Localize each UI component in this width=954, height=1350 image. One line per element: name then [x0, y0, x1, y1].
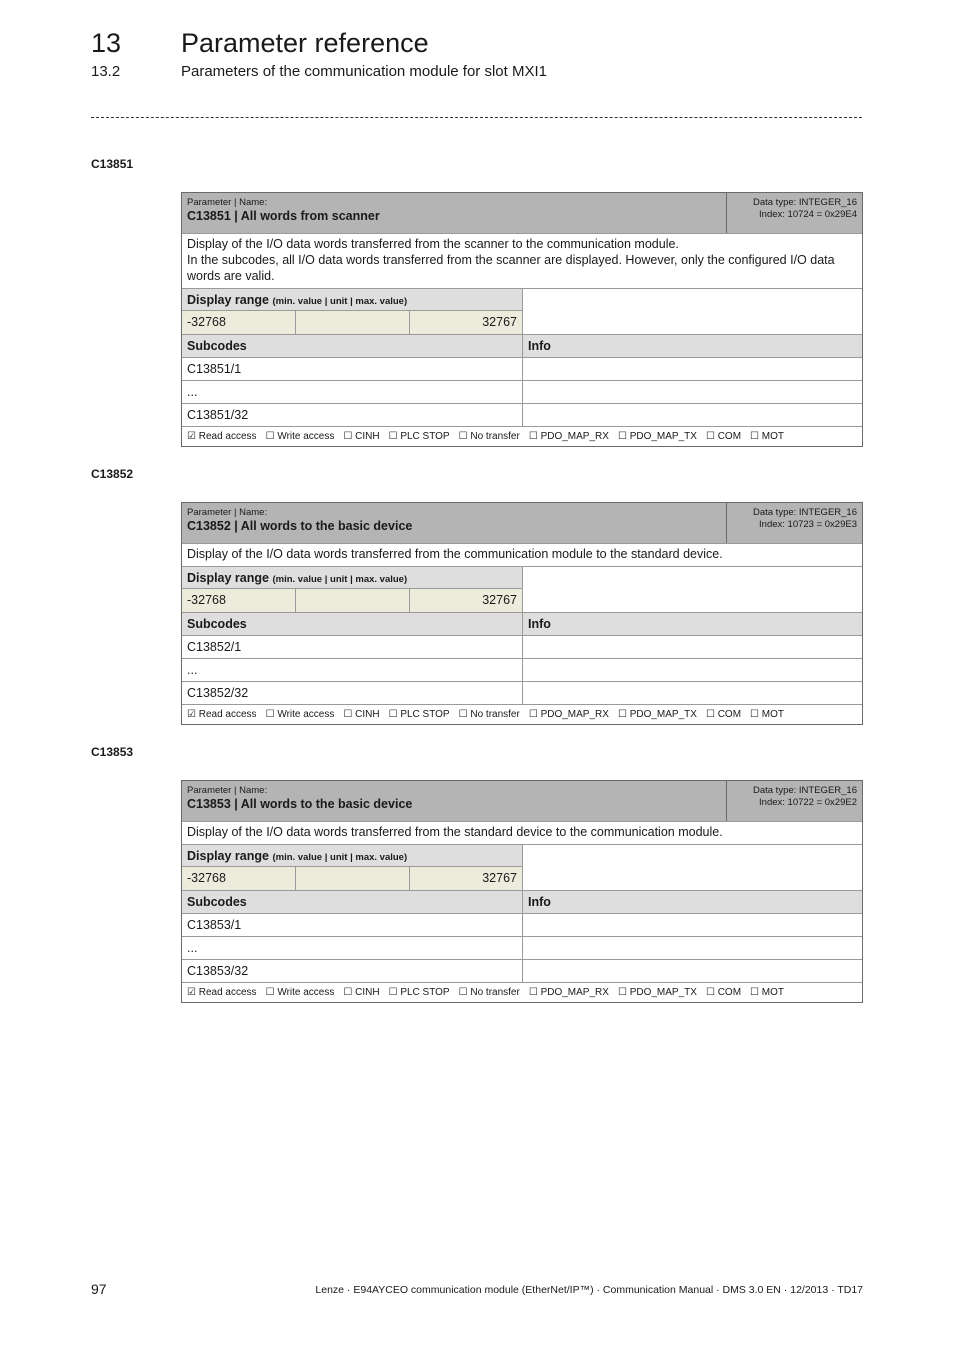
subcode-cell: C13851/32: [182, 404, 523, 426]
display-range-label: Display range: [187, 571, 269, 585]
access-flag: [750, 427, 784, 446]
display-range-hint: (min. value | unit | max. value): [272, 852, 408, 863]
info-cell: [523, 659, 862, 681]
access-flag: [343, 427, 379, 446]
access-flag: [750, 705, 784, 724]
access-flag: [266, 983, 335, 1002]
parameter-table: [181, 192, 863, 447]
subcode-row: [182, 681, 862, 704]
checkbox-empty-icon: ☐: [343, 431, 353, 442]
access-flag-label: COM: [717, 987, 742, 998]
info-cell: [523, 381, 862, 403]
info-cell: [523, 960, 862, 982]
checkbox-empty-icon: ☐: [617, 709, 627, 720]
access-flag-label: PLC STOP: [400, 431, 450, 442]
checkbox-empty-icon: ☐: [265, 431, 275, 442]
access-flag: [706, 427, 741, 446]
subcodes-label: Subcodes: [182, 891, 523, 913]
access-flag-label: CINH: [355, 431, 380, 442]
page-number: 97: [91, 1281, 107, 1297]
subcode-row: [182, 357, 862, 380]
access-flag: [618, 427, 697, 446]
range-max: 32767: [482, 871, 517, 885]
access-flag: [389, 983, 450, 1002]
checkbox-empty-icon: ☐: [458, 431, 468, 442]
access-flag: [459, 983, 520, 1002]
parameter-index: Index: 10724 = 0x29E4: [759, 209, 857, 220]
range-min: -32768: [182, 311, 296, 334]
access-flags: [182, 426, 862, 446]
access-flag: [618, 983, 697, 1002]
access-flags: [182, 704, 862, 724]
checkbox-checked-icon: ☑: [187, 709, 196, 720]
checkbox-empty-icon: ☐: [265, 987, 275, 998]
subcodes-header: [182, 334, 862, 357]
checkbox-empty-icon: ☐: [705, 709, 715, 720]
subcode-cell: C13853/1: [182, 914, 523, 936]
parameter-label: Parameter | Name:: [187, 507, 268, 518]
access-flag-label: MOT: [761, 431, 784, 442]
checkbox-empty-icon: ☐: [705, 431, 715, 442]
access-flag: [187, 427, 257, 446]
parameter-description: [182, 233, 862, 288]
parameter-description: [182, 821, 862, 844]
access-flag-label: PDO_MAP_TX: [629, 431, 697, 442]
access-flag: [343, 983, 379, 1002]
display-range-hint: (min. value | unit | max. value): [272, 296, 408, 307]
checkbox-empty-icon: ☐: [617, 987, 627, 998]
access-flag-label: PDO_MAP_RX: [540, 987, 609, 998]
checkbox-empty-icon: ☐: [705, 987, 715, 998]
access-flag-label: No transfer: [470, 431, 520, 442]
checkbox-empty-icon: ☐: [750, 431, 759, 442]
access-flag: [343, 705, 379, 724]
parameter-description: [182, 543, 862, 566]
access-flag-label: COM: [717, 709, 742, 720]
description-line: Display of the I/O data words transferred from the communication module to the standard device.: [187, 547, 723, 561]
checkbox-empty-icon: ☐: [458, 987, 468, 998]
checkbox-empty-icon: ☐: [528, 709, 538, 720]
subcode-cell: ...: [182, 381, 523, 403]
checkbox-empty-icon: ☐: [388, 709, 398, 720]
access-flag-label: Write access: [277, 987, 335, 998]
access-flag-label: PDO_MAP_RX: [540, 709, 609, 720]
access-flag: [266, 427, 335, 446]
parameter-heading: C13852: [91, 467, 134, 481]
subcode-row: [182, 936, 862, 959]
access-flag-label: No transfer: [470, 987, 520, 998]
access-flag: [389, 427, 450, 446]
subcode-cell: C13853/32: [182, 960, 523, 982]
access-flag: [459, 427, 520, 446]
access-flag: [266, 705, 335, 724]
chapter-title: Parameter reference: [181, 28, 429, 58]
data-type: Data type: INTEGER_16: [752, 197, 857, 208]
access-flag-label: COM: [717, 431, 742, 442]
access-flag: [706, 983, 741, 1002]
range-min: -32768: [182, 867, 296, 890]
subcode-row: [182, 959, 862, 982]
checkbox-empty-icon: ☐: [750, 709, 759, 720]
display-range-label: Display range: [187, 849, 269, 863]
info-cell: [523, 358, 862, 380]
subcode-cell: ...: [182, 659, 523, 681]
subcodes-header: [182, 890, 862, 913]
checkbox-empty-icon: ☐: [343, 987, 353, 998]
access-flag-label: MOT: [761, 709, 784, 720]
chapter-number: 13: [91, 28, 122, 58]
access-flag: [706, 705, 741, 724]
parameter-heading: C13851: [91, 157, 134, 171]
subcode-row: [182, 658, 862, 681]
access-flag: [187, 705, 257, 724]
data-type: Data type: INTEGER_16: [752, 507, 857, 518]
checkbox-checked-icon: ☑: [187, 987, 196, 998]
checkbox-empty-icon: ☐: [388, 431, 398, 442]
parameter-index: Index: 10722 = 0x29E2: [759, 797, 857, 808]
access-flag: [529, 705, 609, 724]
subcode-row: [182, 380, 862, 403]
parameter-header: [182, 193, 862, 233]
section-number: 13.2: [91, 63, 121, 80]
info-cell: [523, 404, 862, 426]
parameter-name: C13851 | All words from scanner: [187, 209, 380, 223]
access-flag: [529, 983, 609, 1002]
parameter-label: Parameter | Name:: [187, 785, 268, 796]
subcode-cell: C13851/1: [182, 358, 523, 380]
description-line: In the subcodes, all I/O data words transferred from the scanner are displayed. However, only the configured I/O data words are valid.: [187, 253, 835, 283]
footer-text: Lenze · E94AYCEO communication module (EtherNet/IP™) · Communication Manual · DMS 3.0 EN · 12/2013 · TD17: [315, 1284, 863, 1296]
subcodes-label: Subcodes: [182, 613, 523, 635]
subcodes-label: Subcodes: [182, 335, 523, 357]
access-flag-label: CINH: [355, 709, 380, 720]
range-max: 32767: [482, 593, 517, 607]
access-flag-label: No transfer: [470, 709, 520, 720]
info-cell: [523, 937, 862, 959]
checkbox-empty-icon: ☐: [528, 431, 538, 442]
header-divider: [91, 117, 862, 118]
access-flag-label: Read access: [198, 987, 257, 998]
section-title: Parameters of the communication module for slot MXI1: [181, 63, 547, 80]
subcode-cell: C13852/32: [182, 682, 523, 704]
display-range-hint: (min. value | unit | max. value): [272, 574, 408, 585]
display-range: [182, 288, 862, 334]
subcode-cell: ...: [182, 937, 523, 959]
parameter-name: C13852 | All words to the basic device: [187, 519, 413, 533]
display-range: [182, 566, 862, 612]
access-flag-label: Write access: [277, 709, 335, 720]
parameter-table: [181, 780, 863, 1003]
checkbox-empty-icon: ☐: [388, 987, 398, 998]
checkbox-empty-icon: ☐: [750, 987, 759, 998]
access-flag: [529, 427, 609, 446]
info-cell: [523, 636, 862, 658]
range-max: 32767: [482, 315, 517, 329]
access-flag-label: MOT: [761, 987, 784, 998]
checkbox-empty-icon: ☐: [343, 709, 353, 720]
subcode-row: [182, 635, 862, 658]
access-flag-label: PDO_MAP_RX: [540, 431, 609, 442]
access-flag: [750, 983, 784, 1002]
info-label: Info: [528, 339, 551, 353]
data-type: Data type: INTEGER_16: [752, 785, 857, 796]
checkbox-empty-icon: ☐: [528, 987, 538, 998]
parameter-index: Index: 10723 = 0x29E3: [759, 519, 857, 530]
access-flag-label: PLC STOP: [400, 709, 450, 720]
access-flag: [187, 983, 257, 1002]
access-flag-label: CINH: [355, 987, 380, 998]
access-flag: [389, 705, 450, 724]
info-cell: [523, 914, 862, 936]
range-unit: [296, 311, 410, 334]
subcode-row: [182, 403, 862, 426]
info-label: Info: [528, 895, 551, 909]
access-flag-label: PLC STOP: [400, 987, 450, 998]
access-flag-label: Write access: [277, 431, 335, 442]
parameter-name: C13853 | All words to the basic device: [187, 797, 413, 811]
checkbox-empty-icon: ☐: [265, 709, 275, 720]
parameter-header: [182, 781, 862, 821]
access-flag-label: Read access: [198, 709, 257, 720]
range-unit: [296, 867, 410, 890]
access-flag-label: Read access: [198, 431, 257, 442]
checkbox-empty-icon: ☐: [458, 709, 468, 720]
access-flag: [618, 705, 697, 724]
parameter-header: [182, 503, 862, 543]
parameter-table: [181, 502, 863, 725]
access-flag-label: PDO_MAP_TX: [629, 987, 697, 998]
subcode-cell: C13852/1: [182, 636, 523, 658]
subcodes-header: [182, 612, 862, 635]
checkbox-empty-icon: ☐: [617, 431, 627, 442]
range-min: -32768: [182, 589, 296, 612]
access-flag-label: PDO_MAP_TX: [629, 709, 697, 720]
access-flags: [182, 982, 862, 1002]
info-cell: [523, 682, 862, 704]
description-line: Display of the I/O data words transferred from the standard device to the communication module.: [187, 825, 723, 839]
display-range-label: Display range: [187, 293, 269, 307]
checkbox-checked-icon: ☑: [187, 431, 196, 442]
access-flag: [459, 705, 520, 724]
parameter-label: Parameter | Name:: [187, 197, 268, 208]
info-label: Info: [528, 617, 551, 631]
subcode-row: [182, 913, 862, 936]
parameter-heading: C13853: [91, 745, 134, 759]
description-line: Display of the I/O data words transferred from the scanner to the communication module.: [187, 237, 679, 251]
display-range: [182, 844, 862, 890]
range-unit: [296, 589, 410, 612]
